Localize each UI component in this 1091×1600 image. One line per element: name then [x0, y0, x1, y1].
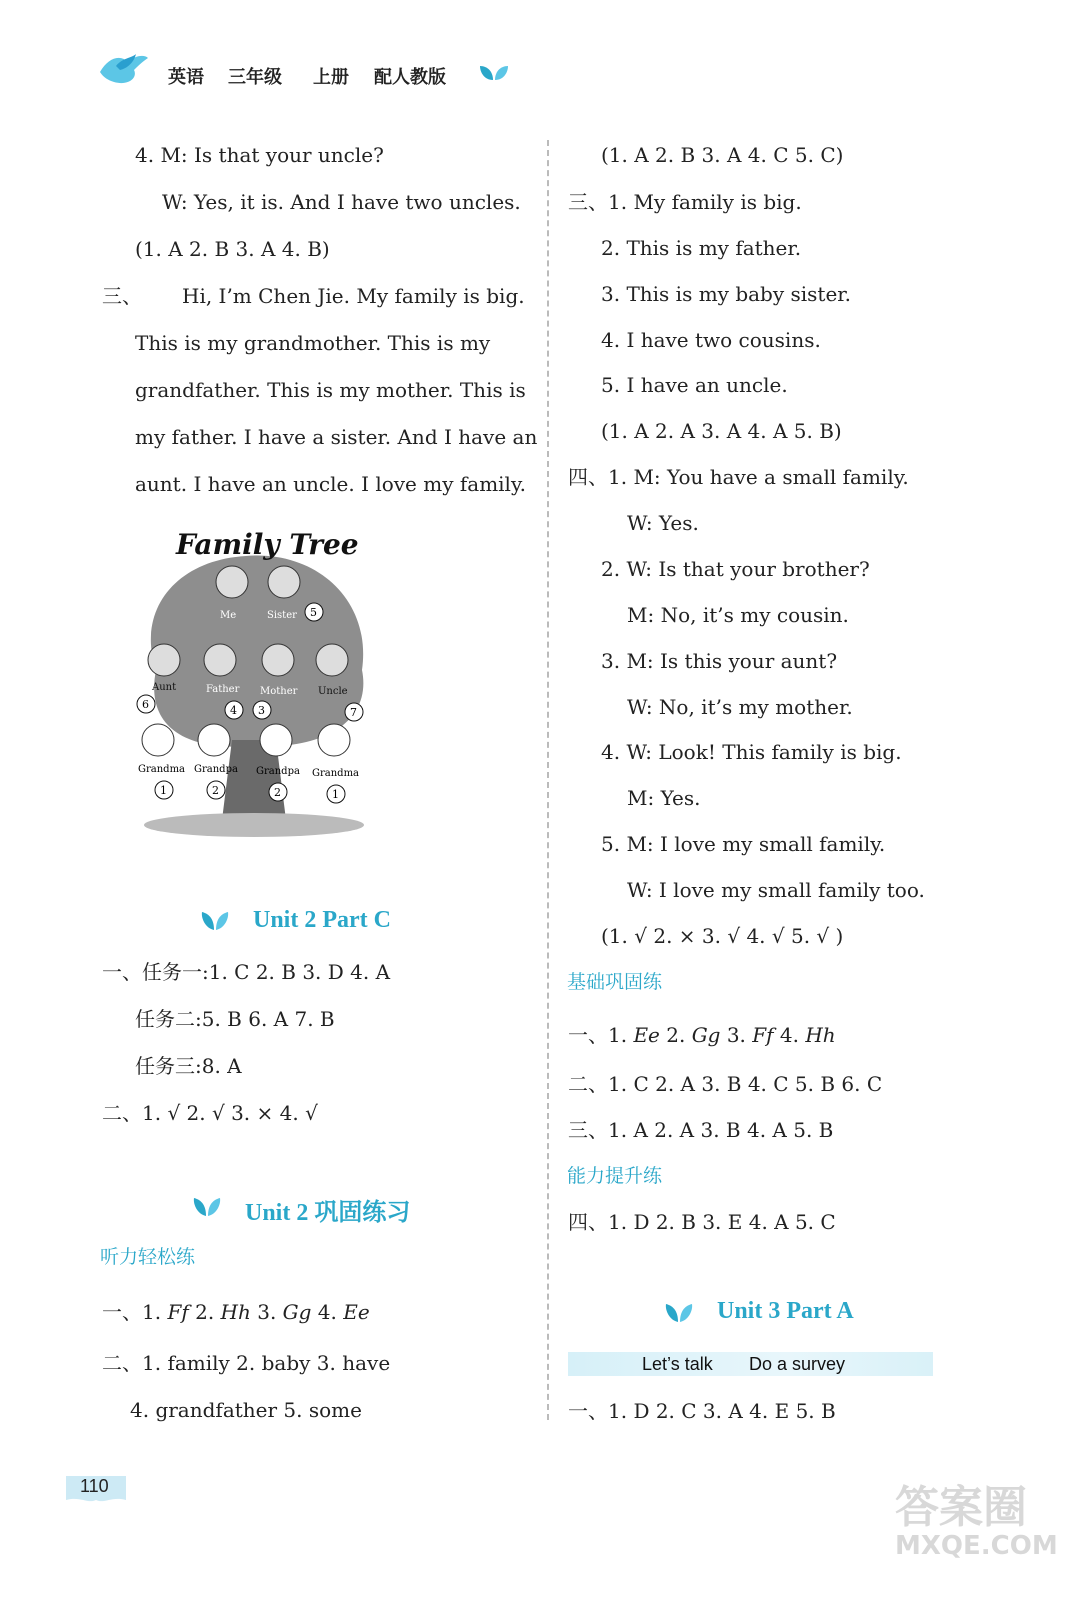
- header-subject: 英语: [168, 67, 204, 88]
- right-line-6: 5. I have an uncle.: [601, 373, 788, 397]
- tree-aunt: Aunt: [152, 682, 177, 693]
- listening-line-1: [102, 1300, 370, 1324]
- right-line-17: W: I love my small family too.: [627, 878, 925, 902]
- section-title-unit2-review: Unit 2 巩固练习: [245, 1200, 411, 1226]
- tree-n2a: 2: [212, 784, 219, 797]
- tree-grandpa-2: Grandpa: [256, 766, 300, 777]
- right-line-4: 3. This is my baby sister.: [601, 282, 852, 306]
- right-answer-1: (1. A 2. B 3. A 4. C 5. C): [601, 143, 844, 167]
- leaf-icon: [478, 64, 510, 82]
- tree-n6: 6: [142, 698, 149, 711]
- tree-n3: 3: [258, 704, 265, 717]
- subsection-listening: 听力轻松练: [100, 1246, 196, 1268]
- lets-talk-banner: [568, 1352, 933, 1376]
- letter: Ee: [633, 1023, 660, 1047]
- column-divider: [547, 140, 549, 1420]
- leaf-icon: [192, 1194, 222, 1218]
- left-line-1: 4. M: Is that your uncle?: [135, 143, 384, 167]
- do-a-survey-label: Do a survey: [749, 1354, 846, 1374]
- family-tree-image: [136, 520, 372, 838]
- letter: Ff: [752, 1023, 774, 1047]
- advanced-line-1: 四、1. D 2. B 3. E 4. A 5. C: [568, 1210, 836, 1234]
- partc-line-3: 任务三:8. A: [135, 1054, 242, 1078]
- basic-line-3: 三、1. A 2. A 3. B 4. A 5. B: [568, 1118, 834, 1142]
- header-volume: 上册: [313, 67, 349, 88]
- tree-uncle: Uncle: [318, 686, 348, 697]
- listening-line-3: 4. grandfather 5. some: [130, 1398, 362, 1422]
- tree-grandma-1: Grandma: [138, 764, 186, 775]
- tree-n1b: 1: [332, 788, 339, 801]
- subsection-basic: 基础巩固练: [567, 971, 663, 993]
- right-line-12: 3. M: Is this your aunt?: [601, 649, 838, 673]
- basic-line-2: 二、1. C 2. A 3. B 4. C 5. B 6. C: [568, 1072, 883, 1096]
- tree-n1a: 1: [160, 784, 167, 797]
- right-line-5: 4. I have two cousins.: [601, 328, 821, 352]
- right-answer-2: (1. A 2. A 3. A 4. A 5. B): [601, 419, 842, 443]
- right-line-13: W: No, it’s my mother.: [627, 695, 853, 719]
- passage-line-5: aunt. I have an uncle. I love my family.: [135, 472, 526, 496]
- text: 2.: [188, 1300, 221, 1324]
- letter: Gg: [691, 1023, 721, 1047]
- tree-n4: 4: [230, 704, 237, 717]
- right-line-10: 2. W: Is that your brother?: [601, 557, 870, 581]
- bird-logo-icon: [98, 52, 150, 88]
- tree-father: Father: [206, 684, 240, 695]
- leaf-icon: [664, 1300, 694, 1324]
- subsection-advanced: 能力提升练: [567, 1165, 663, 1187]
- passage-line-2: This is my grandmother. This is my: [135, 331, 491, 355]
- left-answer-1: (1. A 2. B 3. A 4. B): [135, 237, 330, 261]
- text: 2.: [659, 1023, 692, 1047]
- tree-n5: 5: [310, 606, 317, 619]
- text: 一、1.: [102, 1300, 168, 1324]
- right-line-2: 三、1. My family is big.: [568, 190, 802, 214]
- letter: Ee: [343, 1300, 370, 1324]
- text: 4.: [311, 1300, 344, 1324]
- text: 一、1.: [568, 1023, 634, 1047]
- page-number: 110: [80, 1476, 109, 1496]
- letter: Ff: [167, 1300, 189, 1324]
- section-title-unit2-partc: Unit 2 Part C: [253, 907, 391, 933]
- tree-n2b: 2: [274, 786, 281, 799]
- text: 4.: [773, 1023, 806, 1047]
- passage-line-4: my father. I have a sister. And I have an: [135, 425, 538, 449]
- tree-me: Me: [220, 610, 237, 621]
- section-title-unit3-parta: Unit 3 Part A: [717, 1298, 854, 1324]
- right-answer-3: (1. √ 2. × 3. √ 4. √ 5. √ ): [601, 924, 844, 948]
- letter: Hh: [220, 1300, 251, 1324]
- leaf-icon: [200, 908, 230, 932]
- partc-line-1: 一、任务一:1. C 2. B 3. D 4. A: [102, 960, 391, 984]
- partc-line-2: 任务二:5. B 6. A 7. B: [135, 1007, 335, 1031]
- lets-talk-label: Let’s talk: [642, 1354, 713, 1374]
- tree-n7: 7: [350, 706, 357, 719]
- right-line-16: 5. M: I love my small family.: [601, 832, 886, 856]
- passage-line-3: grandfather. This is my mother. This is: [135, 378, 526, 402]
- section-three-label: 三、: [102, 284, 142, 308]
- letter: Gg: [282, 1300, 312, 1324]
- right-line-11: M: No, it’s my cousin.: [627, 603, 849, 627]
- partc-line-4: 二、1. √ 2. √ 3. × 4. √: [102, 1101, 318, 1125]
- watermark: 答案圈 MXQE.COM: [895, 1482, 1058, 1561]
- tree-title: Family Tree: [176, 528, 359, 561]
- tree-mother: Mother: [260, 686, 298, 697]
- basic-line-1: [568, 1023, 836, 1047]
- right-line-8: 四、1. M: You have a small family.: [568, 465, 909, 489]
- passage-line-1: Hi, I’m Chen Jie. My family is big.: [182, 284, 525, 308]
- right-line-15: M: Yes.: [627, 786, 701, 810]
- tree-sister: Sister: [267, 610, 297, 621]
- header-edition: 配人教版: [374, 67, 446, 88]
- letter: Hh: [805, 1023, 836, 1047]
- tree-grandma-2: Grandma: [312, 768, 360, 779]
- listening-line-2: 二、1. family 2. baby 3. have: [102, 1351, 391, 1375]
- tree-grandpa-1: Grandpa: [194, 764, 238, 775]
- left-line-2: W: Yes, it is. And I have two uncles.: [162, 190, 521, 214]
- unit3-line-1: 一、1. D 2. C 3. A 4. E 5. B: [568, 1399, 836, 1423]
- right-line-9: W: Yes.: [627, 511, 699, 535]
- right-line-3: 2. This is my father.: [601, 236, 802, 260]
- text: 3.: [250, 1300, 283, 1324]
- right-line-14: 4. W: Look! This family is big.: [601, 740, 902, 764]
- text: 3.: [720, 1023, 753, 1047]
- header-grade: 三年级: [228, 67, 282, 88]
